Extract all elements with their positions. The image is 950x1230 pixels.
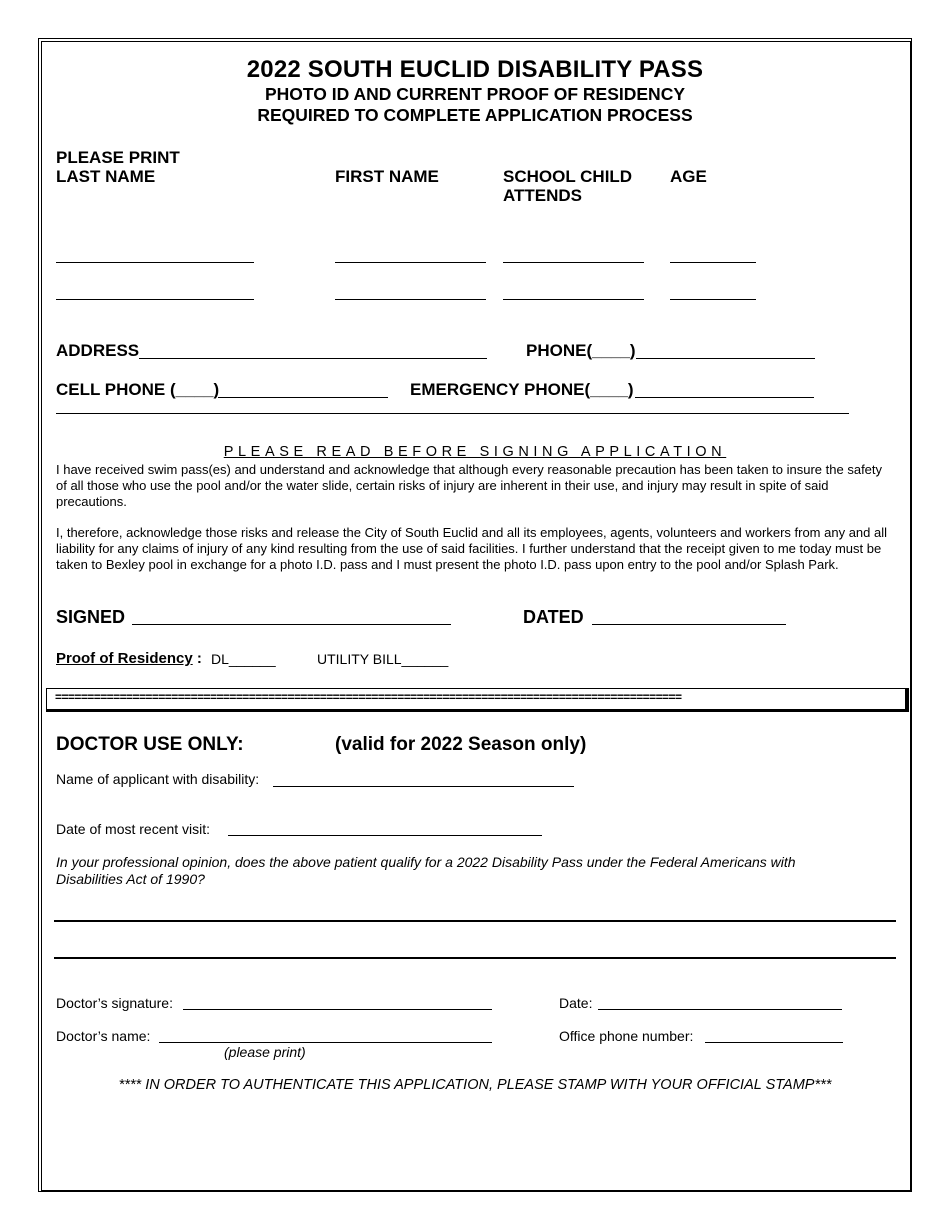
cell-phone-label: CELL PHONE (____)	[56, 380, 220, 399]
doctor-date-label: Date:	[559, 995, 593, 1011]
school-field-1[interactable]	[503, 262, 644, 263]
address-field[interactable]	[139, 358, 487, 359]
recent-visit-field[interactable]	[228, 835, 542, 836]
doctor-signature-label: Doctor’s signature:	[56, 995, 173, 1011]
doctor-date-field[interactable]	[598, 1009, 842, 1010]
last-name-field-1[interactable]	[56, 262, 254, 263]
age-field-1[interactable]	[670, 262, 756, 263]
doctor-signature-field[interactable]	[183, 1009, 492, 1010]
doctor-name-label: Doctor’s name:	[56, 1028, 151, 1044]
dl-checkbox-field[interactable]: DL______	[211, 651, 276, 667]
utility-bill-checkbox-field[interactable]: UTILITY BILL______	[317, 651, 449, 667]
school-field-2[interactable]	[503, 299, 644, 300]
answer-line-2[interactable]	[54, 957, 896, 959]
residency-colon: :	[196, 650, 202, 667]
doctor-name-field[interactable]	[159, 1042, 492, 1043]
emergency-phone-field[interactable]	[635, 397, 814, 398]
dated-field[interactable]	[592, 624, 786, 625]
recent-visit-label: Date of most recent visit:	[56, 821, 211, 837]
signed-label: SIGNED	[56, 607, 126, 627]
signed-field[interactable]	[132, 624, 451, 625]
please-print-label: PLEASE PRINT	[56, 148, 180, 167]
cell-phone-field[interactable]	[218, 397, 388, 398]
please-print-hint: (please print)	[224, 1044, 306, 1060]
school-header-line1: SCHOOL CHILD	[503, 167, 633, 186]
office-phone-label: Office phone number:	[559, 1028, 694, 1044]
notice-heading: PLEASE READ BEFORE SIGNING APPLICATION	[223, 444, 727, 460]
residency-row	[56, 650, 202, 667]
page-subtitle-1: PHOTO ID AND CURRENT PROOF OF RESIDENCY	[264, 84, 686, 104]
divider-line	[56, 413, 849, 414]
separator-box	[46, 688, 909, 712]
emergency-phone-label: EMERGENCY PHONE(____)	[410, 380, 634, 399]
answer-line-1[interactable]	[54, 920, 896, 922]
doctor-use-heading: DOCTOR USE ONLY:	[56, 734, 244, 755]
applicant-name-label: Name of applicant with disability:	[56, 771, 260, 787]
notice-paragraph-1: I have received swim pass(es) and understand and acknowledge that although every reasonable precaution has been taken to insure the safety of all those who use the pool and/or the water slide, certain risks of injury are inherent in their use, and injury may result in spite of said precautions.	[56, 462, 883, 509]
notice-paragraph-2: I, therefore, acknowledge those risks and release the City of South Euclid and all its employees, agents, volunteers and workers from any and all liability for any claims of injury of any kind resulting from the use of said facilities. I further understand that the receipt given to me today must be taken to Bexley pool in exchange for a photo I.D. pass and I must present the photo I.D. pass upon entry to the pool and/or Splash Park.	[56, 525, 888, 572]
office-phone-field[interactable]	[705, 1042, 843, 1043]
page-title: 2022 SOUTH EUCLID DISABILITY PASS	[246, 56, 704, 83]
first-name-field-2[interactable]	[335, 299, 486, 300]
first-name-field-1[interactable]	[335, 262, 486, 263]
valid-season-note: (valid for 2022 Season only)	[335, 734, 587, 755]
school-header-line2: ATTENDS	[503, 186, 583, 205]
separator-equals: =================================================================================================	[55, 690, 682, 704]
last-name-header: LAST NAME	[56, 167, 156, 186]
dated-label: DATED	[523, 607, 584, 627]
last-name-field-2[interactable]	[56, 299, 254, 300]
stamp-instruction: **** IN ORDER TO AUTHENTICATE THIS APPLICATION, PLEASE STAMP WITH YOUR OFFICIAL STAMP***	[118, 1077, 832, 1093]
form-border-inner	[41, 41, 911, 1191]
page-subtitle-2: REQUIRED TO COMPLETE APPLICATION PROCESS	[257, 105, 693, 125]
applicant-name-field[interactable]	[273, 786, 574, 787]
doctor-question: In your professional opinion, does the above patient qualify for a 2022 Disability Pass under the Federal Americans with Disabilities Act of 1990?	[56, 854, 796, 887]
residency-label: Proof of Residency	[56, 650, 193, 667]
age-field-2[interactable]	[670, 299, 756, 300]
address-label: ADDRESS	[56, 341, 140, 360]
phone-field[interactable]	[636, 358, 815, 359]
age-header: AGE	[670, 167, 707, 186]
phone-label: PHONE(____)	[526, 341, 636, 360]
first-name-header: FIRST NAME	[335, 167, 439, 186]
